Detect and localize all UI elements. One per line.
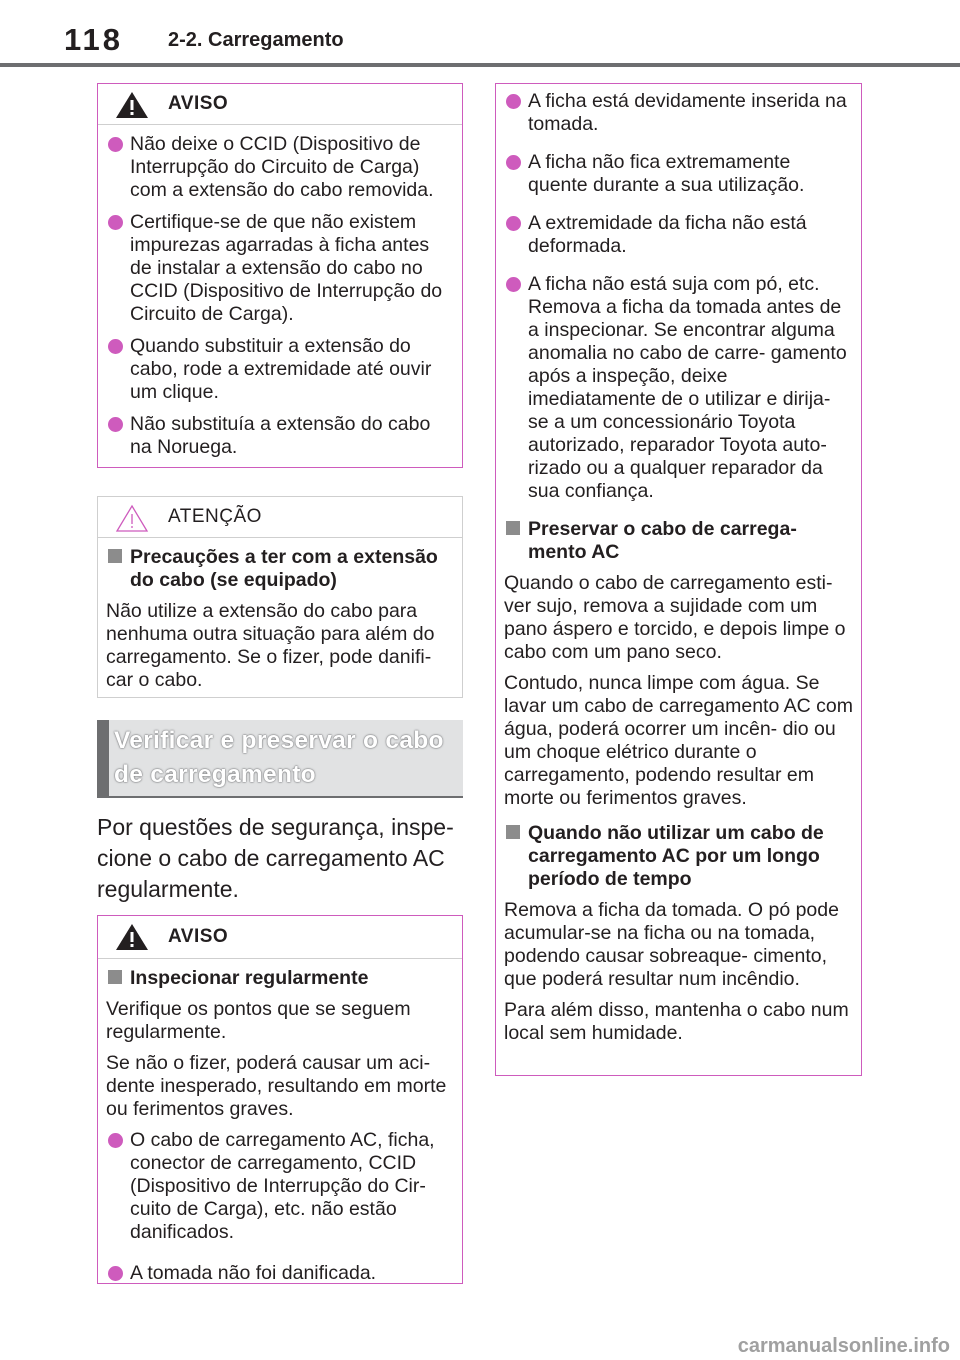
paragraph: Verifique os pontos que se seguem regularmente.: [106, 998, 411, 1043]
list-item: O cabo de carregamento AC, ficha, conector de carregamento, CCID (Dispositivo de Interrupção do Cir- cuito de Carga), etc. não estão danificados.: [106, 1129, 454, 1244]
bullet-icon: [108, 417, 123, 432]
warning-box-aviso-top: [97, 83, 463, 468]
square-bullet-icon: [506, 825, 520, 839]
square-bullet-icon: [108, 970, 122, 984]
bullet-icon: [108, 137, 123, 152]
bullet-icon: [108, 1266, 123, 1281]
banner-bar: [97, 720, 109, 798]
caution-text: Não utilize a extensão do cabo para nenhuma outra situação para além do carregamento. Se o fizer, pode danifi- car o cabo.: [106, 600, 435, 691]
header-rule: [0, 63, 960, 67]
intro-paragraph: Por questões de segurança, inspe- cione o cabo de carregamento AC regularmente.: [97, 814, 454, 902]
list-item: Quando substituir a extensão do cabo, rode a extremidade até ouvir um clique.: [106, 335, 454, 404]
caution-box-atencao: [97, 496, 463, 698]
bullet-icon: [506, 216, 521, 231]
warning-triangle-icon: [114, 90, 150, 120]
storage-heading: Quando não utilizar um cabo de carregamento AC por um longo período de tempo: [504, 822, 853, 891]
paragraph: Quando o cabo de carregamento esti- ver sujo, remova a sujidade com um pano áspero e torcido, e depois limpe o cabo com um pano seco.: [504, 572, 846, 663]
preserve-heading: Preservar o cabo de carrega- mento AC: [504, 518, 853, 564]
paragraph: Se não o fizer, poderá causar um aci- dente inesperado, resultando em morte ou ferimentos graves.: [106, 1052, 447, 1120]
page-header: [0, 0, 960, 70]
list-item: A tomada não foi danificada.: [106, 1262, 454, 1285]
warning-box-header: [98, 916, 462, 959]
list-item: A ficha não fica extremamente quente durante a sua utilização.: [504, 151, 853, 197]
caution-heading: Precauções a ter com a extensão do cabo (se equipado): [106, 546, 454, 592]
section-title: 2-2. Carregamento: [168, 29, 344, 51]
paragraph: Para além disso, mantenha o cabo num local sem humidade.: [504, 999, 849, 1044]
list-item: Não deixe o CCID (Dispositivo de Interrupção do Circuito de Carga) com a extensão do cabo removida.: [106, 133, 454, 202]
bullet-icon: [506, 94, 521, 109]
inspect-heading: Inspecionar regularmente: [106, 967, 454, 990]
list-item: A ficha não está suja com pó, etc. Remova a ficha da tomada antes de a inspecionar. Se encontrar alguma anomalia no cabo de carre- gamento após a inspeção, deixe imediatamente de o utilizar e dirija- se a um concessionário Toyota autorizado, reparador Toyota auto- rizado ou a qualquer reparador da sua confiança.: [504, 273, 853, 503]
warning-triangle-icon: [114, 922, 150, 952]
bullet-icon: [108, 1133, 123, 1148]
bullet-icon: [506, 277, 521, 292]
bullet-icon: [108, 215, 123, 230]
list-item: A ficha está devidamente inserida na tomada.: [504, 90, 853, 136]
list-item: Certifique-se de que não existem impurezas agarradas à ficha antes de instalar a extensão do cabo no CCID (Dispositivo de Interrupção do Circuito de Carga).: [106, 211, 454, 326]
list-item: A extremidade da ficha não está deformada.: [504, 212, 853, 258]
paragraph: Remova a ficha da tomada. O pó pode acumular-se na ficha ou na tomada, podendo causar sobreaque- cimento, que poderá resultar num incêndio.: [504, 899, 839, 990]
square-bullet-icon: [108, 549, 122, 563]
caution-box-header: [98, 497, 462, 538]
warning-box-header: [98, 84, 462, 125]
watermark: carmanualsonline.info: [737, 1335, 950, 1357]
bullet-icon: [108, 339, 123, 354]
list-item: Não substituía a extensão do cabo na Noruega.: [106, 413, 454, 459]
paragraph: Contudo, nunca limpe com água. Se lavar um cabo de carregamento AC com água, poderá ocorrer um incên- dio ou um choque elétrico durante o carregamento, podendo resultar em morte ou ferimentos graves.: [504, 672, 854, 809]
warning-title: AVISO: [168, 93, 229, 114]
banner-title: Verificar e preservar o cabo de carregamento: [114, 727, 444, 788]
warning-title: AVISO: [168, 926, 229, 947]
caution-triangle-icon: [114, 503, 150, 533]
square-bullet-icon: [506, 521, 520, 535]
bullet-icon: [506, 155, 521, 170]
warning-box-continued: [495, 83, 862, 1076]
page-number: 118: [64, 22, 124, 57]
section-banner: [97, 720, 463, 798]
caution-title: ATENÇÃO: [168, 506, 262, 527]
warning-box-aviso-bottom: [97, 915, 463, 1284]
